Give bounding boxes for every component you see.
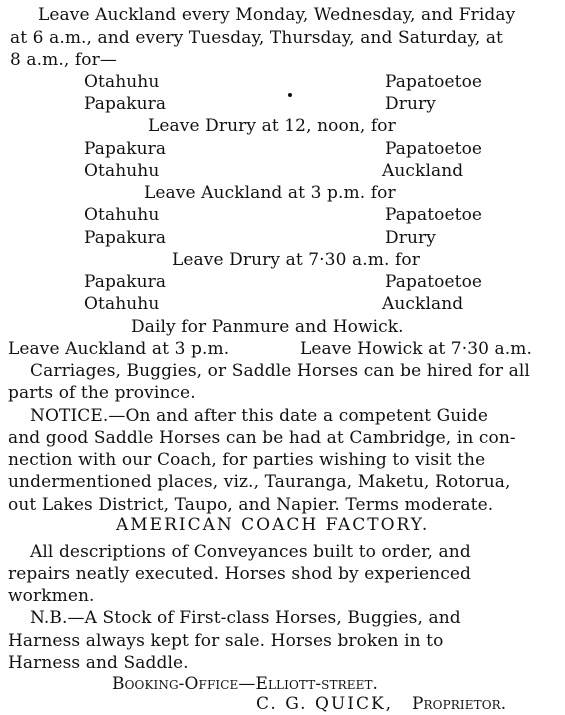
notice-line-3: nection with our Coach, for parties wishing to visit the: [8, 450, 486, 470]
factory-title: AMERICAN COACH FACTORY.: [116, 515, 430, 535]
intro-line-3: 8 a.m., for—: [10, 50, 117, 70]
stop-left: Otahuhu: [84, 294, 160, 314]
panmure-depart-auckland: Leave Auckland at 3 p.m.: [8, 339, 230, 359]
stop-left: Papakura: [84, 139, 167, 159]
proprietor-title: Proprietor.: [412, 694, 507, 714]
stop-right: Papatoetoe: [385, 72, 483, 92]
schedule-heading: Leave Auckland at 3 p.m. for: [144, 183, 396, 203]
booking-office: Booking-Office—Elliott-street.: [112, 674, 379, 694]
notice-line-1: NOTICE.—On and after this date a competent Guide: [30, 406, 488, 426]
stop-left: Otahuhu: [84, 72, 160, 92]
stop-right: Papatoetoe: [385, 139, 483, 159]
panmure-depart-howick: Leave Howick at 7·30 a.m.: [300, 339, 533, 359]
schedule-heading: Leave Drury at 7·30 a.m. for: [172, 250, 420, 270]
stray-mark: [288, 93, 292, 97]
stop-left: Papakura: [84, 94, 167, 114]
stop-left: Papakura: [84, 228, 167, 248]
stop-left: Otahuhu: [84, 161, 160, 181]
proprietor-name: C. G. QUICK,: [256, 694, 394, 714]
panmure-heading: Daily for Panmure and Howick.: [131, 317, 404, 337]
stop-right: Papatoetoe: [385, 205, 483, 225]
notice-line-4: undermentioned places, viz., Tauranga, Maketu, Rotorua,: [8, 472, 511, 492]
carriages-line-2: parts of the province.: [8, 383, 196, 403]
stop-right: Papatoetoe: [385, 272, 483, 292]
stop-right: Auckland: [382, 161, 464, 181]
nb-line-1: N.B.—A Stock of First-class Horses, Buggies, and: [30, 608, 461, 628]
stop-left: Papakura: [84, 272, 167, 292]
intro-line-2: at 6 a.m., and every Tuesday, Thursday, and Saturday, at: [10, 28, 503, 48]
factory-line-3: workmen.: [8, 586, 95, 606]
notice-line-2: and good Saddle Horses can be had at Cambridge, in con-: [8, 428, 516, 448]
stop-right: Auckland: [382, 294, 464, 314]
nb-line-2: Harness always kept for sale. Horses broken in to: [8, 631, 444, 651]
stop-right: Drury: [385, 94, 436, 114]
schedule-heading: Leave Drury at 12, noon, for: [148, 116, 396, 136]
factory-line-1: All descriptions of Conveyances built to order, and: [30, 542, 471, 562]
notice-line-5: out Lakes District, Taupo, and Napier. Terms moderate.: [8, 495, 494, 515]
stop-right: Drury: [385, 228, 436, 248]
stop-left: Otahuhu: [84, 205, 160, 225]
carriages-line-1: Carriages, Buggies, or Saddle Horses can be hired for all: [30, 361, 530, 381]
intro-line-1: Leave Auckland every Monday, Wednesday, and Friday: [38, 5, 516, 25]
factory-line-2: repairs neatly executed. Horses shod by experienced: [8, 564, 471, 584]
nb-line-3: Harness and Saddle.: [8, 653, 189, 673]
